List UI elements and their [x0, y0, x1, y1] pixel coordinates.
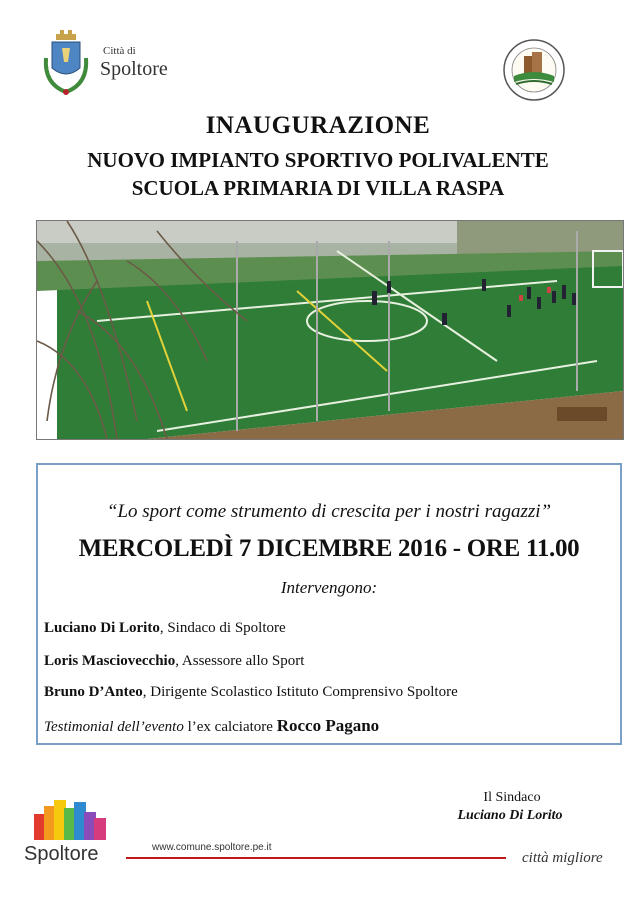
speaker-item [44, 684, 458, 701]
school-seal-logo [502, 38, 566, 102]
speaker-role: , Assessore allo Sport [175, 653, 305, 669]
testimonial-middle: l’ex calciatore [183, 719, 277, 735]
spoltore-brand-logo [30, 796, 110, 842]
city-of-label: Città di [103, 45, 136, 57]
city-crest-logo [40, 28, 92, 100]
footer-brand-name: Spoltore [24, 843, 99, 865]
event-motto: “Lo sport come strumento di crescita per i nostri ragazzi” [106, 501, 552, 522]
event-title: INAUGURAZIONE [205, 112, 431, 139]
testimonial-prefix: Testimonial dell’evento [44, 719, 184, 735]
event-datetime: MERCOLEDÌ 7 DICEMBRE 2016 - ORE 11.00 [78, 535, 580, 562]
speakers-heading: Intervengono: [280, 578, 378, 597]
footer-slogan: città migliore [522, 850, 603, 866]
signature-role: Il Sindaco [483, 790, 541, 805]
signature-name: Luciano Di Lorito [457, 808, 563, 823]
speaker-item [44, 653, 304, 670]
event-details-box [36, 463, 622, 745]
event-subtitle-school: SCUOLA PRIMARIA DI VILLA RASPA [131, 176, 505, 200]
speaker-role: , Sindaco di Spoltore [159, 620, 286, 636]
sports-field-photo [36, 220, 624, 440]
testimonial-line [44, 716, 379, 736]
testimonial-name: Rocco Pagano [276, 716, 380, 735]
speaker-name: Loris Masciovecchio [44, 653, 176, 669]
speaker-name: Bruno D’Anteo [44, 684, 143, 700]
speaker-name: Luciano Di Lorito [44, 620, 160, 636]
city-name-label: Spoltore [100, 58, 168, 80]
footer-website-url: www.comune.spoltore.pe.it [152, 842, 272, 853]
event-subtitle-facility: NUOVO IMPIANTO SPORTIVO POLIVALENTE [87, 148, 549, 172]
speaker-role: , Dirigente Scolastico Istituto Comprensivo Spoltore [142, 684, 458, 700]
speaker-item [44, 620, 286, 637]
footer-divider [126, 857, 506, 859]
